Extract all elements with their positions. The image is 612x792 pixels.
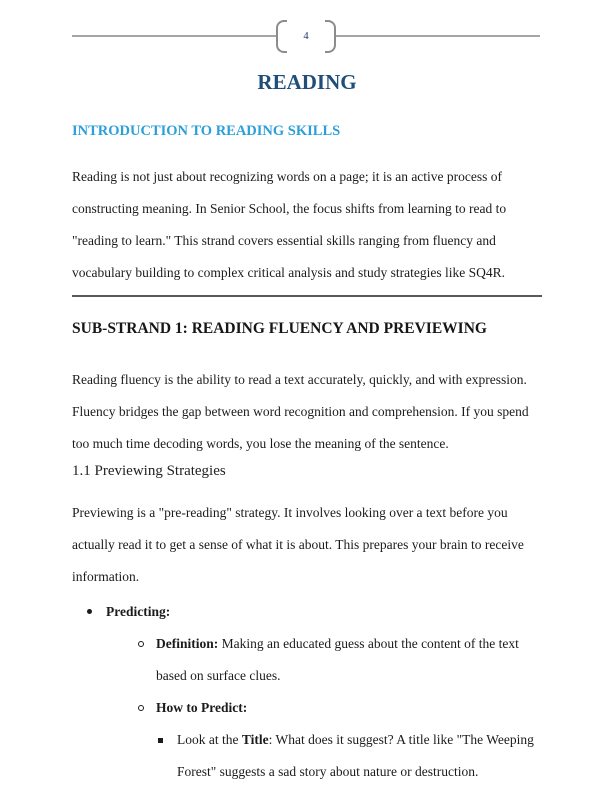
bullet-circle-icon — [138, 705, 144, 711]
previewing-strategies-list — [72, 596, 542, 788]
list-item-text: Making an educated guess about the content of the text based on surface clues. — [156, 636, 519, 683]
section-1-1-heading: 1.1 Previewing Strategies — [72, 463, 226, 479]
substrand1-paragraph: Reading fluency is the ability to read a text accurately, quickly, and with expression. Fluency bridges the gap between word recognition and comprehension. If you spend too much time decoding words, you lose the meaning of the sentence. — [72, 372, 529, 451]
intro-heading: INTRODUCTION TO READING SKILLS — [72, 123, 341, 139]
list-item-text-pre: Look at the — [177, 732, 242, 747]
section-divider — [72, 295, 542, 297]
document-title: READING — [257, 70, 357, 94]
document-content — [72, 53, 542, 788]
list-item-how-to-predict — [72, 692, 542, 724]
list-item-text-bold: Title — [241, 732, 269, 747]
bullet-square-icon — [158, 738, 163, 743]
page-number-bracket-right-icon — [325, 20, 336, 53]
list-item-label: Definition: — [156, 636, 219, 651]
list-item-look-at-title — [72, 724, 542, 788]
page-number: 4 — [303, 30, 309, 42]
section-1-1-paragraph: Previewing is a "pre-reading" strategy. It involves looking over a text before you actually read it to get a sense of what it is about. This prepares your brain to receive information. — [72, 505, 524, 584]
page-number-header — [72, 19, 540, 53]
intro-paragraph: Reading is not just about recognizing words on a page; it is an active process of constructing meaning. In Senior School, the focus shifts from learning to read to "reading to learn." This strand covers essential skills ranging from fluency and vocabulary building to complex critical analysis and study strategies like SQ4R. — [72, 169, 507, 280]
list-item-label: Predicting: — [106, 604, 171, 619]
header-rule-left — [72, 35, 276, 37]
page-number-bracket-left-icon — [276, 20, 287, 53]
list-item-predicting — [72, 596, 542, 628]
substrand1-heading: SUB-STRAND 1: READING FLUENCY AND PREVIEWING — [72, 320, 487, 337]
list-item-text-post: : What does it suggest? A title like "The Weeping Forest" suggests a sad story about nature or destruction. — [177, 732, 534, 779]
bullet-circle-icon — [138, 641, 144, 647]
bullet-disc-icon — [87, 609, 92, 614]
header-rule-right — [336, 35, 540, 37]
list-item-definition — [72, 628, 542, 692]
list-item-label: How to Predict: — [156, 700, 248, 715]
